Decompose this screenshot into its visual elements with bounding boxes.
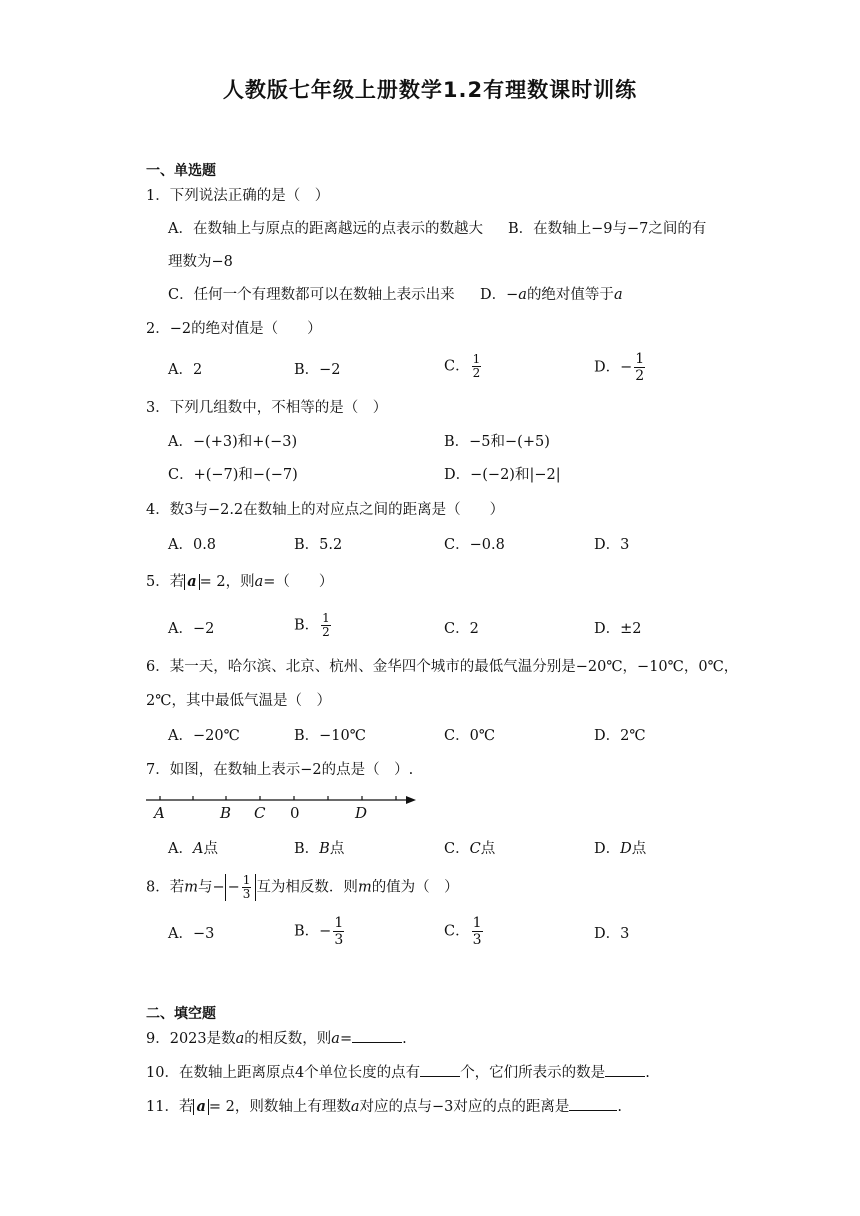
fraction: $\frac{1}{2}$ — [635, 351, 645, 384]
question-6-stem-cont: 2℃，其中最低气温是（ ） — [146, 693, 331, 709]
fraction: $\frac{1}{3}$ — [472, 915, 482, 948]
question-4-option-b: B．5.2 — [294, 537, 343, 553]
question-6-option-d: D．2℃ — [594, 728, 646, 744]
question-2-option-c: C． $\frac{1}{2}$ — [444, 352, 481, 380]
question-7-option-a: A．A点 — [168, 841, 218, 857]
question-2-stem: 2．−2的绝对值是（ ） — [146, 321, 322, 337]
question-3-option-a: A．−(+3)和+(−3) — [168, 434, 298, 450]
question-11: 11．若 a = 2，则数轴上有理数a对应的点与−3对应的点的距离是 . — [146, 1098, 622, 1115]
question-4-option-a: A．0.8 — [168, 537, 217, 553]
question-5-option-b: B． $\frac{1}{2}$ — [294, 611, 330, 639]
question-7-option-c: C．C点 — [444, 841, 496, 857]
question-1-option-b: B．在数轴上−9与−7之间的有 — [508, 221, 707, 237]
section-heading-single-choice: 一、单选题 — [146, 163, 216, 179]
question-3-option-b: B．−5和−(+5) — [444, 434, 550, 450]
question-4-stem: 4．数3与−2.2在数轴上的对应点之间的距离是（ ） — [146, 502, 505, 518]
question-8-option-c: C． $\frac{1}{3}$ — [444, 915, 482, 948]
question-10: 10．在数轴上距离原点4个单位长度的点有 个，它们所表示的数是 . — [146, 1062, 650, 1083]
answer-blank[interactable] — [569, 1096, 617, 1111]
question-3-option-d: D．−(−2)和|−2| — [444, 467, 561, 483]
question-9: 9．2023是数a的相反数，则a= . — [146, 1028, 407, 1049]
question-8-option-b: B．− $\frac{1}{3}$ — [294, 915, 344, 948]
question-7-stem: 7．如图，在数轴上表示−2的点是（ ）. — [146, 762, 414, 778]
question-4-option-c: C．−0.8 — [444, 537, 505, 553]
question-8-stem: 8．若m与− − $\frac{1}{3}$ 互为相反数．则m的值为（ ） — [146, 873, 459, 901]
fraction: $\frac{1}{3}$ — [334, 915, 344, 948]
question-7-option-b: B．B点 — [294, 841, 345, 857]
question-5-option-d: D．±2 — [594, 621, 642, 637]
section-heading-fill-blank: 二、填空题 — [146, 1006, 216, 1022]
number-line-label-origin: 0 — [290, 804, 300, 822]
question-5-option-a: A．−2 — [168, 621, 215, 637]
question-3-stem: 3．下列几组数中，不相等的是（ ） — [146, 400, 388, 416]
fraction: $\frac{1}{3}$ — [242, 873, 251, 901]
question-5-option-c: C．2 — [444, 621, 479, 637]
number-line-figure — [146, 790, 426, 824]
question-3-option-c: C．+(−7)和−(−7) — [168, 467, 298, 483]
question-1-option-d: D．−a的绝对值等于a — [480, 287, 623, 303]
number-line-label-d: D — [355, 804, 368, 822]
question-6-stem: 6．某一天，哈尔滨、北京、杭州、金华四个城市的最低气温分别是−20℃，−10℃，0℃， — [146, 659, 739, 675]
question-8-option-d: D．3 — [594, 926, 630, 942]
answer-blank[interactable] — [352, 1028, 402, 1043]
question-8-option-a: A．−3 — [168, 926, 215, 942]
number-line-label-c: C — [254, 804, 266, 822]
absolute-value: a — [193, 1099, 208, 1115]
answer-blank[interactable] — [420, 1062, 460, 1077]
question-1-option-a: A．在数轴上与原点的距离越远的点表示的数越大 — [168, 221, 483, 237]
absolute-value: − $\frac{1}{3}$ — [225, 874, 257, 901]
question-6-option-c: C．0℃ — [444, 728, 496, 744]
question-6-option-b: B．−10℃ — [294, 728, 366, 744]
question-7-option-d: D．D点 — [594, 841, 647, 857]
absolute-value: a — [184, 574, 199, 590]
question-4-option-d: D．3 — [594, 537, 630, 553]
answer-blank[interactable] — [605, 1062, 645, 1077]
question-1-stem: 1．下列说法正确的是（ ） — [146, 188, 330, 204]
question-1-option-c: C．任何一个有理数都可以在数轴上表示出来 — [168, 287, 455, 303]
question-2-option-d: D．− $\frac{1}{2}$ — [594, 351, 645, 384]
fraction: $\frac{1}{2}$ — [322, 611, 330, 639]
question-6-option-a: A．−20℃ — [168, 728, 240, 744]
number-line-arrow — [406, 796, 416, 804]
question-1-option-b-cont: 理数为−8 — [168, 254, 233, 270]
question-2-option-a: A．2 — [168, 362, 203, 378]
number-line-label-b: B — [220, 804, 232, 822]
number-line-label-a: A — [154, 804, 165, 822]
page-title: 人教版七年级上册数学1.2有理数课时训练 — [222, 78, 638, 102]
fraction: $\frac{1}{2}$ — [472, 352, 481, 380]
question-5-stem: 5．若 a = 2，则a=（ ） — [146, 573, 334, 590]
question-2-option-b: B．−2 — [294, 362, 341, 378]
